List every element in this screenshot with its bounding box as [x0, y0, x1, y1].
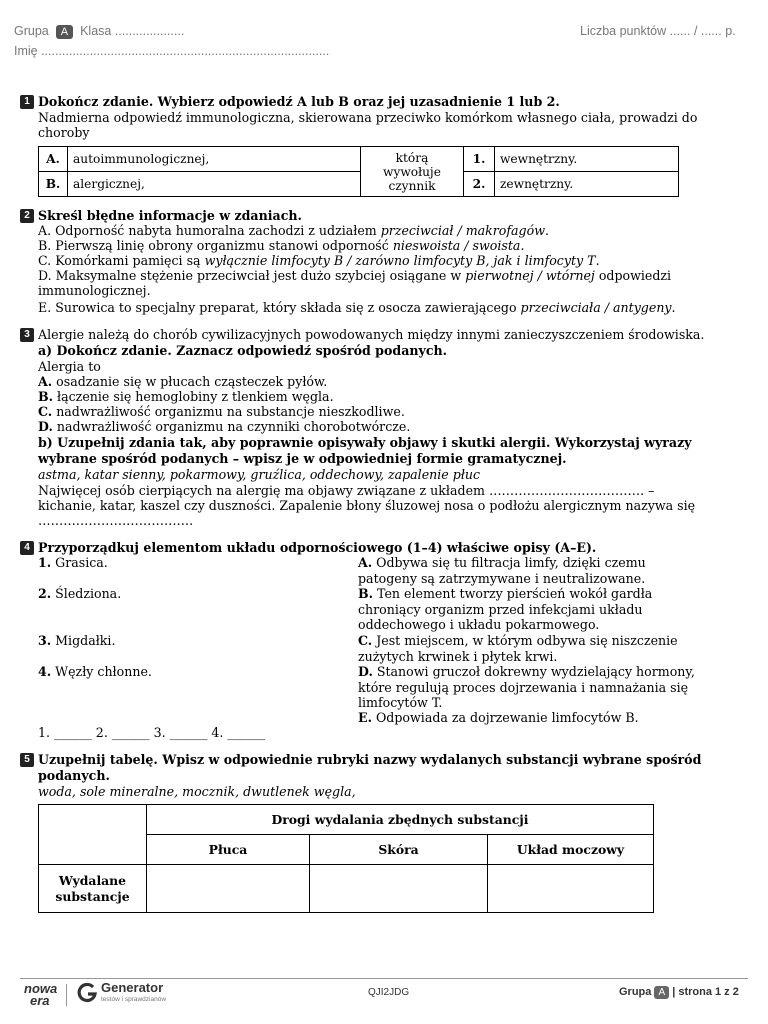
task-instruction: Skreśl błędne informacje w zdaniach.: [38, 208, 302, 223]
statement-line[interactable]: A. Odporność nabyta humoralna zachodzi z udziałem przeciwciał / makrofagów.: [38, 223, 549, 238]
statement-line[interactable]: C. Komórkami pamięci są wyłącznie limfocyty B / zarówno limfocyty B, jak i limfocyty T.: [38, 253, 600, 268]
generator-subtitle: testów i sprawdzianów: [101, 996, 167, 1003]
task-number: 1: [20, 95, 34, 109]
task-4: [20, 540, 695, 745]
task-text: choroby: [38, 125, 90, 140]
description-item: A. Odbywa się tu filtracja limfy, dzięki czemu: [358, 555, 646, 570]
middle-cell: [361, 147, 464, 197]
task-5: [20, 752, 702, 802]
task-instruction: podanych.: [38, 768, 110, 783]
group-badge: A: [56, 25, 73, 39]
task-number: 2: [20, 209, 34, 223]
fill-sentence[interactable]: Najwięcej osób cierpiących na alergię ma objawy związane z układem ………………………………. –: [38, 483, 655, 498]
page-info: Grupa A | strona 1 z 2: [619, 986, 739, 998]
task-number: 3: [20, 328, 34, 342]
element-item: 3. Migdałki.: [38, 633, 116, 648]
task-instruction: Uzupełnij tabelę. Wpisz w odpowiednie rubryki nazwy wydalanych substancji wybrane spośród: [38, 752, 702, 767]
answer-cell[interactable]: [488, 865, 654, 913]
statement-line: immunologicznej.: [38, 283, 151, 298]
answer-option[interactable]: B. łączenie się hemoglobiny z tlenkiem węgla.: [38, 389, 334, 404]
statement-line[interactable]: B. Pierwszą linię obrony organizmu stanowi odporność nieswoista / swoista.: [38, 238, 525, 253]
description-line: patogeny są zatrzymywane i neutralizowane.: [358, 571, 646, 586]
word-bank: astma, katar sienny, pokarmowy, gruźlica, oddechowy, zapalenie płuc: [38, 467, 481, 482]
group-label: Grupa: [14, 24, 49, 38]
task-number: 5: [20, 753, 34, 767]
excretion-table: [38, 804, 654, 913]
footer-group-badge: A: [654, 986, 669, 999]
description-item: C. Jest miejscem, w którym odbywa się niszczenie: [358, 633, 678, 648]
middle-text: czynnik: [388, 178, 436, 193]
description-line: zużytych krwinek i płytek krwi.: [358, 649, 558, 664]
logo-divider: [66, 984, 67, 1006]
table-corner: [39, 805, 147, 865]
fill-sentence[interactable]: kichanie, katar, kaszel czy duszności. Zapalenie błony śluzowej nosa o podłożu alergicznym nazywa się: [38, 498, 696, 513]
class-label: Klasa ....................: [80, 24, 185, 38]
task-3: [20, 327, 705, 532]
task-instruction: Przyporządkuj elementom układu odpornościowego (1–4) właściwe opisy (A–E).: [38, 540, 597, 555]
column-header: Skóra: [310, 835, 488, 865]
subtask-b-instruction: wybrane spośród podanych – wpisz je w odpowiedniej formie gramatycznej.: [38, 451, 567, 466]
statement-line[interactable]: D. Maksymalne stężenie przeciwciał jest dużo szybciej osiągane w pierwotnej / wtórnej odpowiedzi: [38, 268, 672, 283]
reason-number[interactable]: 2.: [464, 172, 495, 197]
fill-blank[interactable]: ……………………………….: [38, 513, 194, 528]
name-label: Imię ...................................................................................: [14, 44, 330, 58]
element-item: 1. Grasica.: [38, 555, 108, 570]
document-code: QJI2JDG: [368, 987, 410, 998]
task-2: [20, 208, 676, 318]
element-item: 4. Węzły chłonne.: [38, 664, 152, 679]
description-line: chroniący organizm przed infekcjami układu: [358, 602, 643, 617]
group-label-row: [14, 24, 184, 39]
reason-text[interactable]: wewnętrzny.: [495, 147, 679, 172]
reason-number[interactable]: 1.: [464, 147, 495, 172]
nowa-era-logo: nowa era: [24, 981, 58, 1008]
reason-text[interactable]: zewnętrzny.: [495, 172, 679, 197]
middle-text: którą wywołuje: [383, 150, 441, 179]
footer-divider: [20, 978, 748, 979]
answer-line[interactable]: 1. ______ 2. ______ 3. ______ 4. ______: [38, 725, 266, 740]
table-title: Drogi wydalania zbędnych substancji: [147, 805, 654, 835]
subtask-a-instruction: a) Dokończ zdanie. Zaznacz odpowiedź spośród podanych.: [38, 343, 448, 358]
points-label: Liczba punktów ...... / ...... p.: [580, 24, 736, 38]
generator-title: Generator: [101, 980, 164, 995]
generator-logo-icon: [76, 982, 98, 1004]
description-line: które regulują proces dojrzewania i namnażania się: [358, 680, 689, 695]
statement-line[interactable]: E. Surowica to specjalny preparat, który składa się z osocza zawierającego przeciwciała / antygeny.: [38, 300, 676, 315]
task-number: 4: [20, 541, 34, 555]
task-text: Nadmierna odpowiedź immunologiczna, skierowana przeciwko komórkom własnego ciała, prowadzi do: [38, 110, 698, 125]
description-item: B. Ten element tworzy pierścień wokół gardła: [358, 586, 653, 601]
word-bank: woda, sole mineralne, mocznik, dwutlenek węgla,: [38, 784, 356, 799]
answer-option[interactable]: A. osadzanie się w płucach cząsteczek pyłów.: [38, 374, 328, 389]
task1-choice-table: [38, 146, 679, 197]
element-item: 2. Śledziona.: [38, 586, 122, 601]
answer-option[interactable]: C. nadwrażliwość organizmu na substancje nieszkodliwe.: [38, 404, 405, 419]
answer-cell[interactable]: [147, 865, 310, 913]
task-intro: Alergie należą do chorób cywilizacyjnych powodowanych między innymi zanieczyszczeniem środowiska.: [38, 327, 705, 342]
option-text[interactable]: autoimmunologicznej,: [68, 147, 361, 172]
answer-option[interactable]: D. nadwrażliwość organizmu na czynniki chorobotwórcze.: [38, 419, 411, 434]
subtask-a-stem: Alergia to: [38, 359, 101, 374]
column-header: Układ moczowy: [488, 835, 654, 865]
description-line: limfocytów T.: [358, 695, 443, 710]
row-label: Wydalane substancje: [39, 865, 147, 913]
description-item: D. Stanowi gruczoł dokrewny wydzielający hormony,: [358, 664, 695, 679]
description-item: E. Odpowiada za dojrzewanie limfocytów B.: [358, 710, 639, 725]
option-letter[interactable]: B.: [39, 172, 68, 197]
description-line: oddechowego i układu pokarmowego.: [358, 617, 600, 632]
column-header: Płuca: [147, 835, 310, 865]
answer-cell[interactable]: [310, 865, 488, 913]
task-instruction: Dokończ zdanie. Wybierz odpowiedź A lub B oraz jej uzasadnienie 1 lub 2.: [38, 94, 560, 109]
option-text[interactable]: alergicznej,: [68, 172, 361, 197]
subtask-b-instruction: b) Uzupełnij zdania tak, aby poprawnie opisywały objawy i skutki alergii. Wykorzystaj wyrazy: [38, 435, 692, 450]
option-letter[interactable]: A.: [39, 147, 68, 172]
